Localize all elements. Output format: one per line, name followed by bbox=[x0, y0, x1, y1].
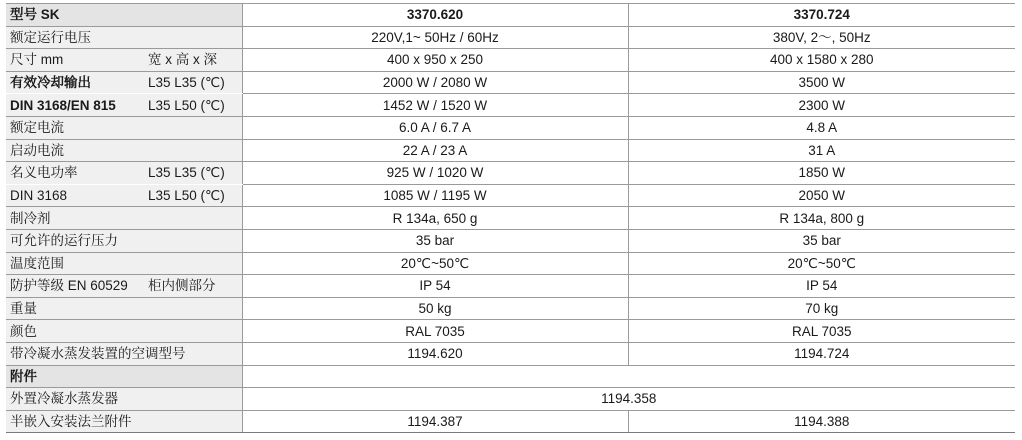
header-label: 型号 SK bbox=[6, 4, 242, 27]
model-b-header: 3370.724 bbox=[628, 4, 1015, 27]
value-a-power-2: 1085 W / 1195 W bbox=[242, 184, 628, 207]
value-b-pressure: 35 bar bbox=[628, 229, 1015, 252]
row-label-start-current: 启动电流 bbox=[6, 139, 242, 162]
value-a-size: 400 x 950 x 250 bbox=[242, 49, 628, 72]
table-row bbox=[6, 116, 1015, 139]
row-label-weight: 重量 bbox=[6, 297, 242, 320]
table-row bbox=[6, 139, 1015, 162]
table-row bbox=[6, 410, 1015, 433]
value-b-cooling-2: 2300 W bbox=[628, 94, 1015, 117]
row-label-ac-model: 带冷凝水蒸发装置的空调型号 bbox=[6, 342, 242, 365]
value-b-size: 400 x 1580 x 280 bbox=[628, 49, 1015, 72]
row-label-pressure: 可允许的运行压力 bbox=[6, 229, 242, 252]
value-a-temp: 20℃~50℃ bbox=[242, 252, 628, 275]
value-b-cooling-1: 3500 W bbox=[628, 71, 1015, 94]
value-a-ac-model: 1194.620 bbox=[242, 342, 628, 365]
row-label-protection: 防护等级 EN 60529 bbox=[6, 275, 144, 298]
row-label-power-standard: DIN 3168 bbox=[6, 184, 144, 207]
value-a-cooling-1: 2000 W / 2080 W bbox=[242, 71, 628, 94]
table-row bbox=[6, 388, 1015, 411]
row-sublabel-protection: 柜内侧部分 bbox=[144, 275, 242, 298]
row-label-color: 颜色 bbox=[6, 320, 242, 343]
value-evaporator: 1194.358 bbox=[242, 388, 1015, 411]
model-a-header: 3370.620 bbox=[242, 4, 628, 27]
row-label-refrigerant: 制冷剂 bbox=[6, 207, 242, 230]
table-row bbox=[6, 162, 1015, 185]
value-b-temp: 20℃~50℃ bbox=[628, 252, 1015, 275]
row-label-cooling-standard: DIN 3168/EN 815 bbox=[6, 94, 144, 117]
value-b-protection: IP 54 bbox=[628, 275, 1015, 298]
table-row bbox=[6, 26, 1015, 49]
value-b-weight: 70 kg bbox=[628, 297, 1015, 320]
value-a-weight: 50 kg bbox=[242, 297, 628, 320]
table-row bbox=[6, 207, 1015, 230]
value-a-voltage: 220V,1~ 50Hz / 60Hz bbox=[242, 26, 628, 49]
row-label-power: 名义电功率 bbox=[6, 162, 144, 185]
accessories-title: 附件 bbox=[6, 365, 242, 388]
table-row bbox=[6, 320, 1015, 343]
value-a-cooling-2: 1452 W / 1520 W bbox=[242, 94, 628, 117]
value-a-flange: 1194.387 bbox=[242, 410, 628, 433]
table-row bbox=[6, 71, 1015, 94]
header-row bbox=[6, 4, 1015, 27]
row-sublabel-power-2: L35 L50 (℃) bbox=[144, 184, 242, 207]
value-b-color: RAL 7035 bbox=[628, 320, 1015, 343]
value-b-start-current: 31 A bbox=[628, 139, 1015, 162]
table-row bbox=[6, 94, 1015, 117]
spec-table bbox=[6, 3, 1015, 433]
value-a-refrigerant: R 134a, 650 g bbox=[242, 207, 628, 230]
row-sublabel-power-1: L35 L35 (℃) bbox=[144, 162, 242, 185]
value-b-refrigerant: R 134a, 800 g bbox=[628, 207, 1015, 230]
row-sublabel-cooling-1: L35 L35 (℃) bbox=[144, 71, 242, 94]
value-a-start-current: 22 A / 23 A bbox=[242, 139, 628, 162]
value-b-flange: 1194.388 bbox=[628, 410, 1015, 433]
value-b-voltage: 380V, 2〜, 50Hz bbox=[628, 26, 1015, 49]
row-label-temp: 温度范围 bbox=[6, 252, 242, 275]
value-a-protection: IP 54 bbox=[242, 275, 628, 298]
row-label-voltage: 额定运行电压 bbox=[6, 26, 242, 49]
value-b-power-2: 2050 W bbox=[628, 184, 1015, 207]
row-label-size: 尺寸 mm bbox=[6, 49, 144, 72]
value-b-rated-current: 4.8 A bbox=[628, 116, 1015, 139]
value-a-rated-current: 6.0 A / 6.7 A bbox=[242, 116, 628, 139]
row-label-cooling: 有效冷却输出 bbox=[6, 71, 144, 94]
table-row bbox=[6, 275, 1015, 298]
table-row bbox=[6, 229, 1015, 252]
table-row bbox=[6, 49, 1015, 72]
row-label-flange: 半嵌入安装法兰附件 bbox=[6, 410, 242, 433]
row-sublabel-cooling-2: L35 L50 (℃) bbox=[144, 94, 242, 117]
table-row bbox=[6, 297, 1015, 320]
row-label-rated-current: 额定电流 bbox=[6, 116, 242, 139]
accessories-header-empty bbox=[242, 365, 1015, 388]
table-row bbox=[6, 252, 1015, 275]
value-b-power-1: 1850 W bbox=[628, 162, 1015, 185]
row-sublabel-size: 宽 x 高 x 深 bbox=[144, 49, 242, 72]
value-b-ac-model: 1194.724 bbox=[628, 342, 1015, 365]
value-a-power-1: 925 W / 1020 W bbox=[242, 162, 628, 185]
row-label-evaporator: 外置冷凝水蒸发器 bbox=[6, 388, 242, 411]
value-a-pressure: 35 bar bbox=[242, 229, 628, 252]
table-row bbox=[6, 342, 1015, 365]
value-a-color: RAL 7035 bbox=[242, 320, 628, 343]
accessories-header-row bbox=[6, 365, 1015, 388]
table-row bbox=[6, 184, 1015, 207]
